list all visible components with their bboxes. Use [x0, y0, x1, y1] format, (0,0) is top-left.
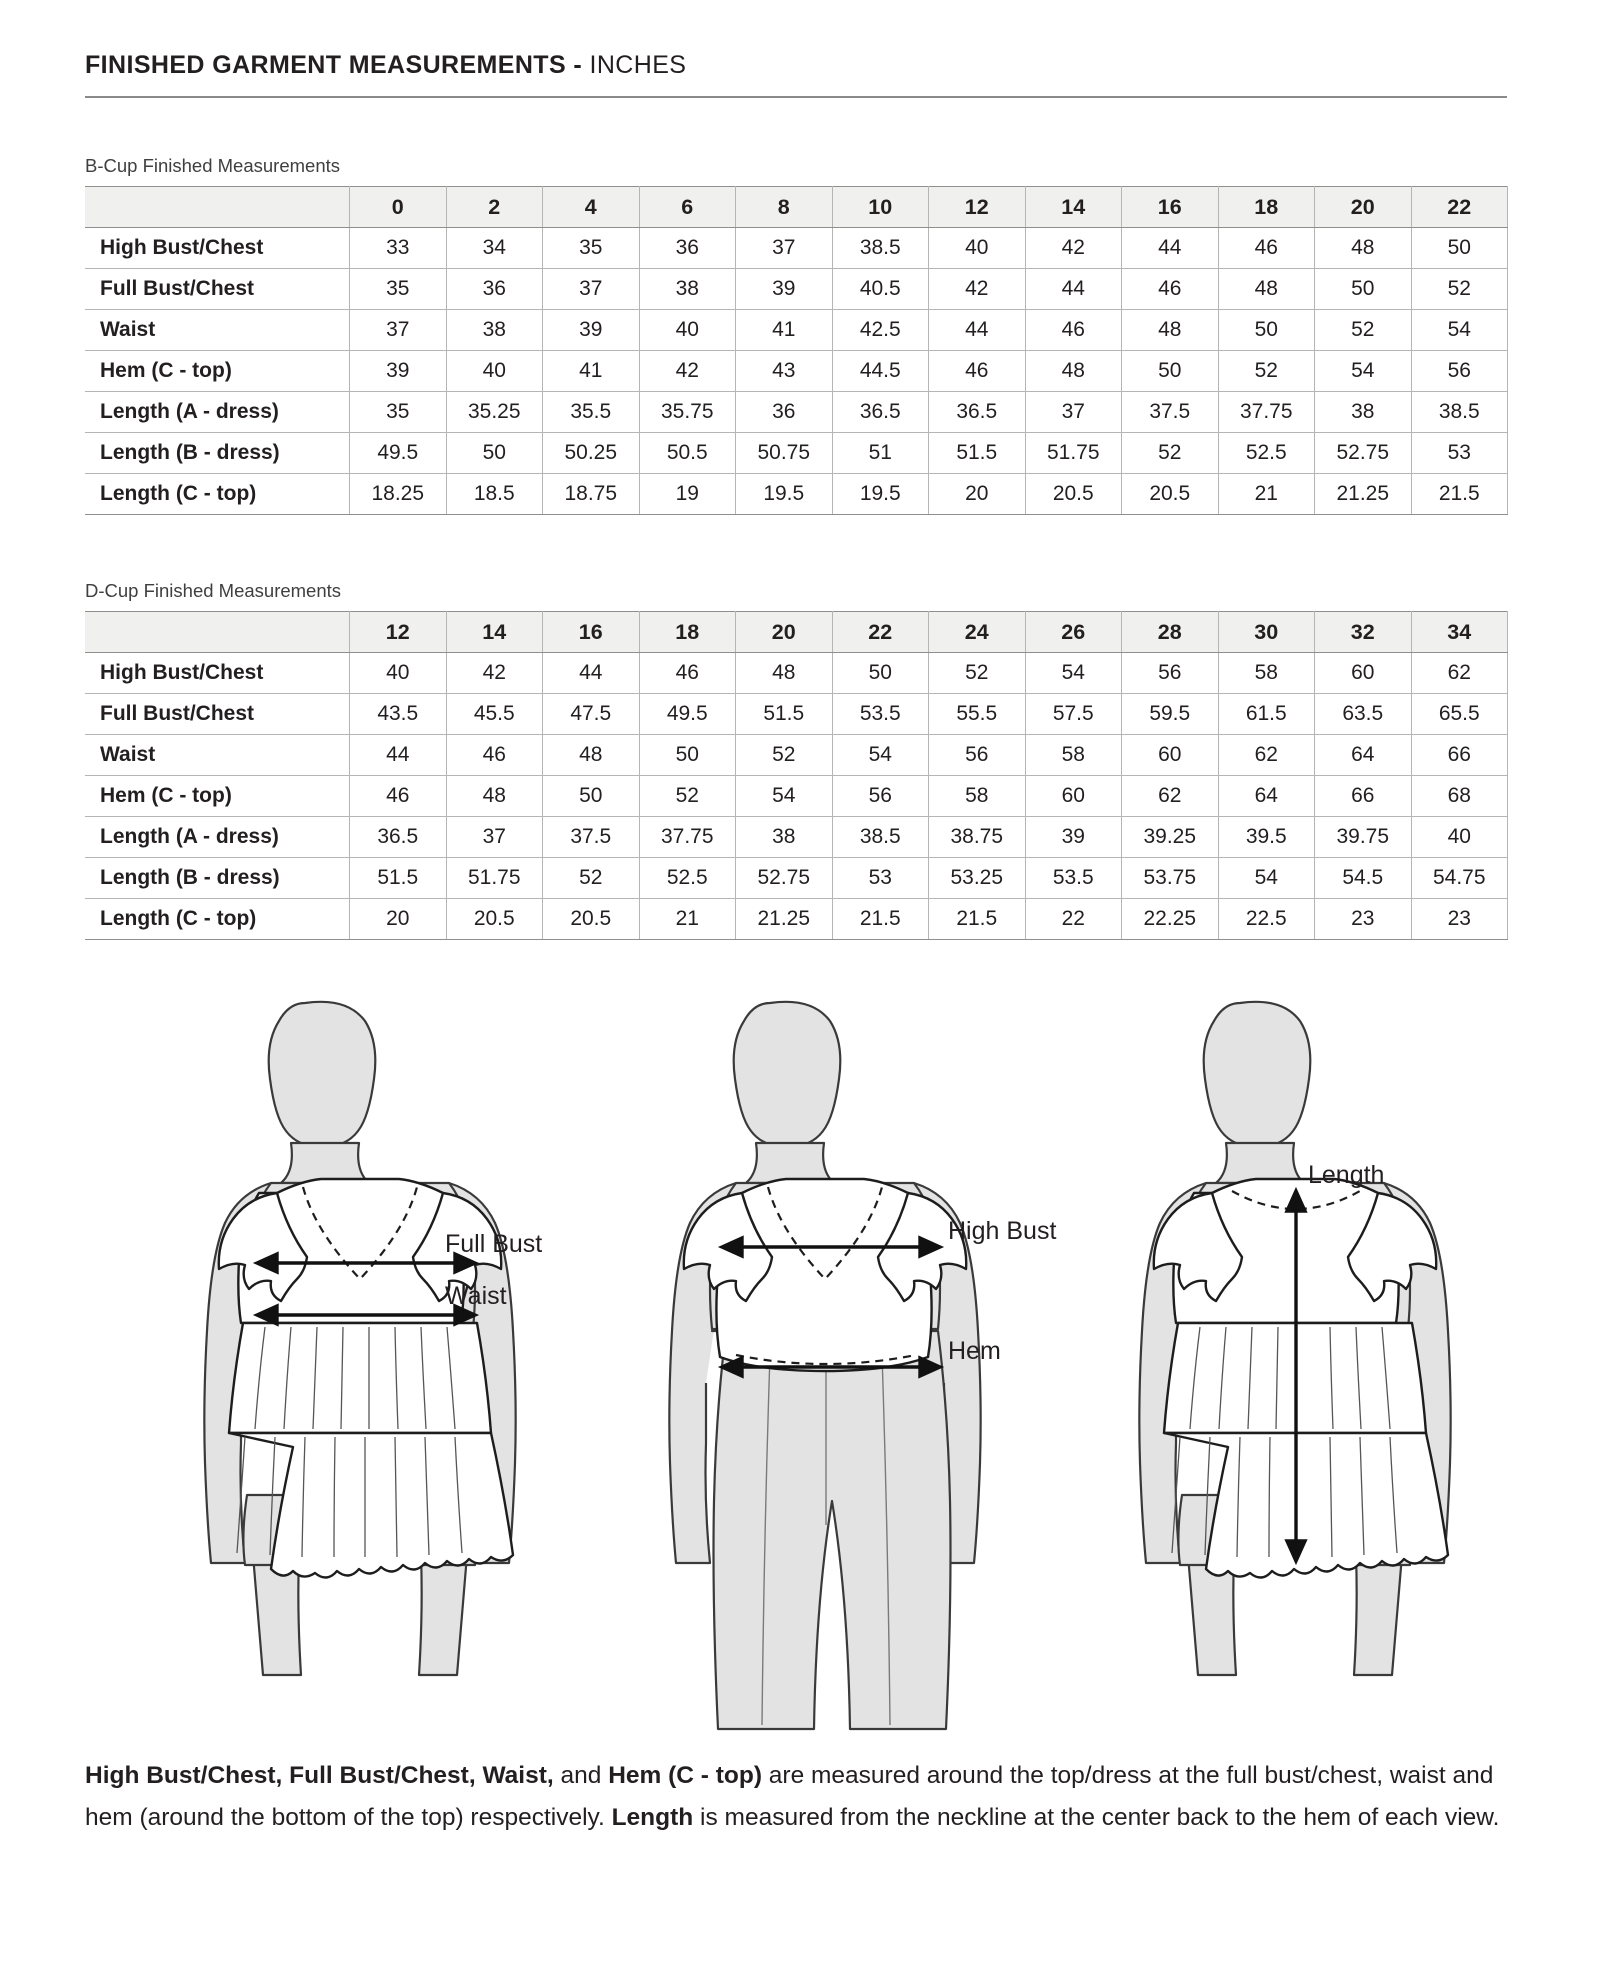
size-header: 4	[543, 187, 640, 228]
table-cell: 35.75	[639, 392, 736, 433]
note-bold-length: Length	[611, 1804, 694, 1832]
table-cell: 38.5	[832, 817, 929, 858]
row-label: Hem (C - top)	[86, 351, 350, 392]
table-cell: 21.25	[1315, 474, 1412, 515]
table-cell: 18.75	[543, 474, 640, 515]
table-cell: 37.5	[1122, 392, 1219, 433]
table-cell: 56	[1122, 653, 1219, 694]
row-label: High Bust/Chest	[86, 653, 350, 694]
table-cell: 20.5	[446, 899, 543, 940]
table-cell: 46	[929, 351, 1026, 392]
table-cell: 48	[446, 776, 543, 817]
table-cell: 52.75	[736, 858, 833, 899]
table-cell: 52	[543, 858, 640, 899]
table-cell: 39.5	[1218, 817, 1315, 858]
table-cell: 40	[350, 653, 447, 694]
table-cell: 19.5	[832, 474, 929, 515]
figure-front-dress	[145, 995, 575, 1735]
table-cell: 53	[1411, 433, 1508, 474]
table-cell: 50	[832, 653, 929, 694]
table-cell: 35	[350, 392, 447, 433]
b-cup-table-section	[85, 155, 1507, 515]
table-cell: 36.5	[832, 392, 929, 433]
table-cell: 58	[1218, 653, 1315, 694]
table-cell: 41	[543, 351, 640, 392]
size-header: 32	[1315, 612, 1412, 653]
table-cell: 20.5	[1025, 474, 1122, 515]
table-cell: 40	[1411, 817, 1508, 858]
callout-high-bust: High Bust	[948, 1217, 1057, 1245]
table-corner-cell	[86, 187, 350, 228]
table-cell: 36	[736, 392, 833, 433]
table-cell: 21.5	[1411, 474, 1508, 515]
table-cell: 63.5	[1315, 694, 1412, 735]
table-cell: 22.25	[1122, 899, 1219, 940]
table-cell: 35	[350, 269, 447, 310]
table-cell: 37	[446, 817, 543, 858]
table-cell: 54	[1411, 310, 1508, 351]
row-label: Waist	[86, 735, 350, 776]
table-cell: 56	[1411, 351, 1508, 392]
table-cell: 37	[350, 310, 447, 351]
table-cell: 44.5	[832, 351, 929, 392]
table-cell: 38.75	[929, 817, 1026, 858]
table-cell: 54.75	[1411, 858, 1508, 899]
size-header: 30	[1218, 612, 1315, 653]
note-bold-measurements: High Bust/Chest, Full Bust/Chest, Waist,	[85, 1762, 554, 1789]
table-cell: 42	[446, 653, 543, 694]
table-cell: 39	[350, 351, 447, 392]
table-cell: 46	[1025, 310, 1122, 351]
size-header: 22	[832, 612, 929, 653]
table-row	[86, 269, 1508, 310]
table-cell: 48	[1315, 228, 1412, 269]
table-header-row	[86, 187, 1508, 228]
table-cell: 21	[1218, 474, 1315, 515]
table-cell: 53	[832, 858, 929, 899]
table-cell: 37	[1025, 392, 1122, 433]
table-cell: 38	[639, 269, 736, 310]
table-cell: 39.75	[1315, 817, 1412, 858]
table-cell: 36	[639, 228, 736, 269]
size-header: 12	[929, 187, 1026, 228]
table-cell: 54	[1218, 858, 1315, 899]
table-cell: 37.5	[543, 817, 640, 858]
callout-length: Length	[1308, 1161, 1385, 1189]
table-cell: 42	[1025, 228, 1122, 269]
d-cup-table-section	[85, 580, 1507, 940]
table-cell: 20	[350, 899, 447, 940]
callout-hem: Hem	[948, 1337, 1001, 1365]
table-cell: 18.5	[446, 474, 543, 515]
table-cell: 51	[832, 433, 929, 474]
row-label: Waist	[86, 310, 350, 351]
table-row	[86, 474, 1508, 515]
table-cell: 38	[736, 817, 833, 858]
row-label: Length (C - top)	[86, 899, 350, 940]
b-cup-table-caption: B-Cup Finished Measurements	[85, 155, 340, 176]
table-cell: 20	[929, 474, 1026, 515]
table-cell: 38	[446, 310, 543, 351]
table-cell: 52	[1315, 310, 1412, 351]
table-row	[86, 433, 1508, 474]
size-header: 26	[1025, 612, 1122, 653]
table-row	[86, 694, 1508, 735]
size-header: 24	[929, 612, 1026, 653]
table-cell: 33	[350, 228, 447, 269]
table-cell: 21	[639, 899, 736, 940]
table-cell: 41	[736, 310, 833, 351]
table-row	[86, 351, 1508, 392]
size-header: 14	[1025, 187, 1122, 228]
table-cell: 37.75	[639, 817, 736, 858]
row-label: Full Bust/Chest	[86, 269, 350, 310]
table-cell: 48	[1025, 351, 1122, 392]
table-cell: 22.5	[1218, 899, 1315, 940]
title-divider	[85, 96, 1507, 98]
table-cell: 48	[543, 735, 640, 776]
table-cell: 52	[639, 776, 736, 817]
table-row	[86, 735, 1508, 776]
table-row	[86, 899, 1508, 940]
size-header: 28	[1122, 612, 1219, 653]
table-cell: 50	[1218, 310, 1315, 351]
table-cell: 35	[543, 228, 640, 269]
table-cell: 53.75	[1122, 858, 1219, 899]
table-cell: 34	[446, 228, 543, 269]
front-dress-drawing	[145, 995, 575, 1735]
back-dress-drawing	[1080, 995, 1510, 1735]
table-cell: 54	[1025, 653, 1122, 694]
table-cell: 44	[929, 310, 1026, 351]
table-cell: 46	[1122, 269, 1219, 310]
size-header: 20	[1315, 187, 1412, 228]
table-row	[86, 776, 1508, 817]
table-cell: 19	[639, 474, 736, 515]
size-header: 22	[1411, 187, 1508, 228]
table-row	[86, 653, 1508, 694]
figure-front-top	[610, 995, 1057, 1735]
table-cell: 60	[1025, 776, 1122, 817]
table-cell: 21.5	[832, 899, 929, 940]
table-cell: 62	[1411, 653, 1508, 694]
table-cell: 47.5	[543, 694, 640, 735]
table-cell: 50	[639, 735, 736, 776]
table-cell: 52.5	[1218, 433, 1315, 474]
row-label: Full Bust/Chest	[86, 694, 350, 735]
table-cell: 56	[929, 735, 1026, 776]
table-cell: 37.75	[1218, 392, 1315, 433]
table-cell: 45.5	[446, 694, 543, 735]
table-cell: 36.5	[350, 817, 447, 858]
table-cell: 60	[1122, 735, 1219, 776]
table-cell: 66	[1315, 776, 1412, 817]
table-cell: 48	[1218, 269, 1315, 310]
table-cell: 65.5	[1411, 694, 1508, 735]
table-cell: 35.5	[543, 392, 640, 433]
table-cell: 52.5	[639, 858, 736, 899]
measurement-explanation-note	[85, 1755, 1505, 1839]
size-header: 6	[639, 187, 736, 228]
table-cell: 39	[1025, 817, 1122, 858]
row-label: High Bust/Chest	[86, 228, 350, 269]
table-cell: 42	[929, 269, 1026, 310]
table-cell: 21.25	[736, 899, 833, 940]
table-cell: 49.5	[350, 433, 447, 474]
table-cell: 66	[1411, 735, 1508, 776]
table-cell: 43	[736, 351, 833, 392]
table-cell: 35.25	[446, 392, 543, 433]
size-header: 18	[639, 612, 736, 653]
table-cell: 52	[1411, 269, 1508, 310]
size-header: 34	[1411, 612, 1508, 653]
table-row	[86, 392, 1508, 433]
table-row	[86, 310, 1508, 351]
table-cell: 39	[736, 269, 833, 310]
size-header: 16	[543, 612, 640, 653]
table-cell: 59.5	[1122, 694, 1219, 735]
note-text-2: are measured around the top/dress at the full bust/chest, waist and hem (around the bottom of the top) respectively.	[85, 1762, 1494, 1832]
table-cell: 53.5	[1025, 858, 1122, 899]
table-cell: 36.5	[929, 392, 1026, 433]
note-text-3: is measured from the neckline at the center back to the hem of each view.	[693, 1804, 1500, 1832]
table-cell: 40	[929, 228, 1026, 269]
table-cell: 37	[543, 269, 640, 310]
table-cell: 54.5	[1315, 858, 1412, 899]
table-cell: 49.5	[639, 694, 736, 735]
table-cell: 44	[1025, 269, 1122, 310]
page-title-bold: FINISHED GARMENT MEASUREMENTS -	[85, 51, 583, 79]
row-label: Hem (C - top)	[86, 776, 350, 817]
table-cell: 54	[736, 776, 833, 817]
size-header: 16	[1122, 187, 1219, 228]
table-cell: 43.5	[350, 694, 447, 735]
table-cell: 64	[1218, 776, 1315, 817]
page-header	[85, 52, 1507, 98]
table-cell: 58	[929, 776, 1026, 817]
table-cell: 53.5	[832, 694, 929, 735]
row-label: Length (A - dress)	[86, 817, 350, 858]
table-cell: 51.5	[736, 694, 833, 735]
table-cell: 46	[1218, 228, 1315, 269]
table-cell: 50.5	[639, 433, 736, 474]
d-cup-measurements-table	[85, 611, 1508, 940]
table-cell: 56	[832, 776, 929, 817]
table-cell: 55.5	[929, 694, 1026, 735]
table-cell: 19.5	[736, 474, 833, 515]
table-cell: 60	[1315, 653, 1412, 694]
table-cell: 52.75	[1315, 433, 1412, 474]
table-cell: 20.5	[543, 899, 640, 940]
table-cell: 50.25	[543, 433, 640, 474]
row-label: Length (C - top)	[86, 474, 350, 515]
table-cell: 52	[736, 735, 833, 776]
table-cell: 62	[1122, 776, 1219, 817]
size-header: 2	[446, 187, 543, 228]
size-header: 14	[446, 612, 543, 653]
table-cell: 21.5	[929, 899, 1026, 940]
table-cell: 52	[1218, 351, 1315, 392]
table-cell: 57.5	[1025, 694, 1122, 735]
table-cell: 51.75	[1025, 433, 1122, 474]
note-bold-hem: Hem (C - top)	[608, 1762, 762, 1789]
table-cell: 58	[1025, 735, 1122, 776]
table-cell: 46	[639, 653, 736, 694]
size-header: 18	[1218, 187, 1315, 228]
table-cell: 50	[1122, 351, 1219, 392]
table-cell: 52	[929, 653, 1026, 694]
table-cell: 38	[1315, 392, 1412, 433]
note-text-1: and	[553, 1762, 609, 1789]
table-corner-cell	[86, 612, 350, 653]
page-title-light: INCHES	[582, 51, 687, 79]
table-row	[86, 817, 1508, 858]
d-cup-table-caption: D-Cup Finished Measurements	[85, 580, 342, 601]
table-cell: 50	[543, 776, 640, 817]
figure-back-dress	[1080, 995, 1510, 1735]
table-cell: 48	[1122, 310, 1219, 351]
row-label: Length (A - dress)	[86, 392, 350, 433]
table-cell: 50	[446, 433, 543, 474]
table-cell: 51.75	[446, 858, 543, 899]
table-cell: 40	[446, 351, 543, 392]
table-cell: 53.25	[929, 858, 1026, 899]
table-cell: 38.5	[832, 228, 929, 269]
table-cell: 23	[1315, 899, 1412, 940]
size-header: 20	[736, 612, 833, 653]
table-cell: 54	[1315, 351, 1412, 392]
table-row	[86, 228, 1508, 269]
table-cell: 42	[639, 351, 736, 392]
table-header-row	[86, 612, 1508, 653]
size-header: 12	[350, 612, 447, 653]
table-cell: 20.5	[1122, 474, 1219, 515]
size-header: 0	[350, 187, 447, 228]
table-cell: 64	[1315, 735, 1412, 776]
table-cell: 50	[1315, 269, 1412, 310]
table-row	[86, 858, 1508, 899]
table-cell: 44	[1122, 228, 1219, 269]
b-cup-measurements-table	[85, 186, 1508, 515]
table-cell: 48	[736, 653, 833, 694]
table-cell: 54	[832, 735, 929, 776]
table-cell: 44	[350, 735, 447, 776]
table-cell: 40.5	[832, 269, 929, 310]
front-top-drawing	[610, 995, 1040, 1735]
table-cell: 39	[543, 310, 640, 351]
table-cell: 39.25	[1122, 817, 1219, 858]
row-label: Length (B - dress)	[86, 858, 350, 899]
table-cell: 68	[1411, 776, 1508, 817]
table-cell: 38.5	[1411, 392, 1508, 433]
table-cell: 44	[543, 653, 640, 694]
size-header: 10	[832, 187, 929, 228]
table-cell: 50	[1411, 228, 1508, 269]
table-cell: 46	[446, 735, 543, 776]
table-cell: 61.5	[1218, 694, 1315, 735]
table-cell: 42.5	[832, 310, 929, 351]
callout-full-bust: Full Bust	[445, 1230, 543, 1258]
row-label: Length (B - dress)	[86, 433, 350, 474]
table-cell: 46	[350, 776, 447, 817]
table-cell: 52	[1122, 433, 1219, 474]
size-header: 8	[736, 187, 833, 228]
table-cell: 40	[639, 310, 736, 351]
table-cell: 50.75	[736, 433, 833, 474]
table-cell: 36	[446, 269, 543, 310]
table-cell: 51.5	[929, 433, 1026, 474]
technical-flats-illustrations	[85, 995, 1507, 1735]
page-title	[85, 52, 1507, 80]
table-cell: 62	[1218, 735, 1315, 776]
table-cell: 37	[736, 228, 833, 269]
table-cell: 18.25	[350, 474, 447, 515]
table-cell: 22	[1025, 899, 1122, 940]
table-cell: 51.5	[350, 858, 447, 899]
table-cell: 23	[1411, 899, 1508, 940]
callout-waist: Waist	[445, 1282, 507, 1310]
